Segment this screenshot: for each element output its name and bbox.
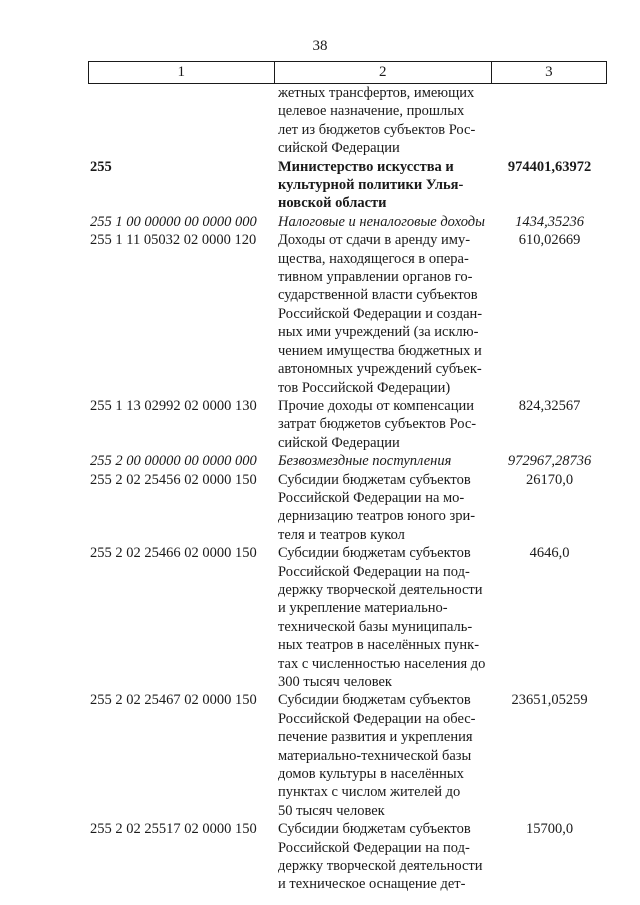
column-header-2: 2 [274, 62, 491, 84]
description-line: Субсидии бюджетам субъектов [278, 545, 471, 562]
column-header-3: 3 [491, 62, 606, 84]
table-row [88, 820, 607, 894]
row-amount: 23651,05259 [511, 692, 588, 709]
description-line: и укрепление материально- [278, 600, 448, 617]
row-code: 255 1 00 00000 00 0000 000 [90, 213, 257, 230]
description-line: новской области [278, 195, 387, 212]
description-line: тов Российской Федерации) [278, 379, 451, 396]
row-code: 255 2 02 25517 02 0000 150 [90, 821, 257, 838]
row-amount: 15700,0 [525, 821, 574, 838]
description-line: держку творческой деятельности [278, 581, 483, 598]
description-line: Российской Федерации и создан- [278, 305, 483, 322]
description-line: щества, находящегося в опера- [278, 250, 469, 267]
row-code: 255 2 00 00000 00 0000 000 [90, 453, 257, 470]
description-line: 50 тысяч человек [278, 802, 385, 819]
row-code: 255 1 13 02992 02 0000 130 [90, 397, 257, 414]
column-header-1: 1 [89, 62, 275, 84]
description-line: теля и театров кукол [278, 526, 405, 543]
table-row [88, 471, 607, 545]
description-line: дернизацию театров юного зри- [278, 508, 476, 525]
table-row [88, 231, 607, 397]
row-code: 255 2 02 25466 02 0000 150 [90, 545, 257, 562]
row-description [274, 544, 492, 691]
description-line: Безвозмездные поступления [278, 453, 452, 470]
row-amount: 974401,63972 [507, 158, 592, 175]
row-description [274, 231, 492, 397]
description-line: тивном управлении органов го- [278, 269, 473, 286]
row-description [274, 820, 492, 894]
description-line: и техническое оснащение дет- [278, 876, 466, 893]
description-line: сийской Федерации [278, 434, 400, 451]
row-amount: 1434,35236 [515, 213, 584, 230]
description-line: Прочие доходы от компенсации [278, 397, 475, 414]
description-line: целевое назначение, прошлых [278, 103, 465, 120]
table-row [88, 213, 607, 231]
description-line: технической базы муниципаль- [278, 618, 473, 635]
row-code: 255 1 11 05032 02 0000 120 [90, 232, 257, 249]
row-code: 255 2 02 25456 02 0000 150 [90, 471, 257, 488]
description-line: сийской Федерации [278, 140, 400, 157]
description-line: Субсидии бюджетам субъектов [278, 471, 471, 488]
description-line: тах с численностью населения до [278, 655, 486, 672]
description-line: Налоговые и неналоговые доходы [278, 213, 485, 230]
description-line: автономных учреждений субъек- [278, 361, 482, 378]
description-line: Субсидии бюджетам субъектов [278, 692, 471, 709]
page-number: 38 [312, 38, 328, 54]
description-line: жетных трансфертов, имеющих [278, 85, 475, 101]
description-line: Российской Федерации на под- [278, 839, 470, 856]
table-row [88, 84, 607, 158]
description-line: лет из бюджетов субъектов Рос- [278, 121, 476, 138]
row-description [274, 691, 492, 820]
description-line: Российской Федерации на под- [278, 563, 470, 580]
description-line: печение развития и укрепления [278, 729, 473, 746]
description-line: сударственной власти субъектов [278, 287, 478, 304]
description-line: Министерство искусства и [278, 158, 454, 175]
row-amount: 972967,28736 [507, 453, 592, 470]
description-line: чением имущества бюджетных и [278, 342, 482, 359]
row-amount: 824,32567 [518, 397, 581, 414]
description-line: материально-технической базы [278, 747, 472, 764]
table-row [88, 158, 607, 213]
row-description [274, 397, 492, 452]
description-line: пунктах с числом жителей до [278, 784, 461, 801]
row-code [88, 84, 274, 158]
row-amount: 26170,0 [525, 471, 574, 488]
row-description [274, 452, 492, 470]
description-line: Субсидии бюджетам субъектов [278, 821, 471, 838]
row-description [274, 84, 492, 158]
row-code: 255 2 02 25467 02 0000 150 [90, 692, 257, 709]
description-line: Российской Федерации на мо- [278, 489, 465, 506]
description-line: 300 тысяч человек [278, 674, 392, 690]
table-row [88, 544, 607, 691]
row-amount [492, 84, 607, 158]
description-line: Доходы от сдачи в аренду иму- [278, 232, 471, 249]
row-description [274, 471, 492, 545]
description-line: ных ими учреждений (за исклю- [278, 324, 479, 341]
row-code: 255 [90, 158, 112, 175]
row-description [274, 158, 492, 213]
description-line: ных театров в населённых пунк- [278, 637, 480, 654]
table-row [88, 691, 607, 820]
row-amount: 4646,0 [529, 545, 570, 562]
description-line: домов культуры в населённых [278, 766, 464, 783]
description-line: культурной политики Улья- [278, 177, 464, 194]
table-row [88, 397, 607, 452]
row-amount: 610,02669 [518, 232, 581, 249]
description-line: затрат бюджетов субъектов Рос- [278, 416, 477, 433]
table-header [88, 61, 607, 84]
row-description [274, 213, 492, 231]
income-table-body [88, 84, 607, 894]
table-row [88, 452, 607, 470]
description-line: держку творческой деятельности [278, 858, 483, 875]
description-line: Российской Федерации на обес- [278, 710, 476, 727]
